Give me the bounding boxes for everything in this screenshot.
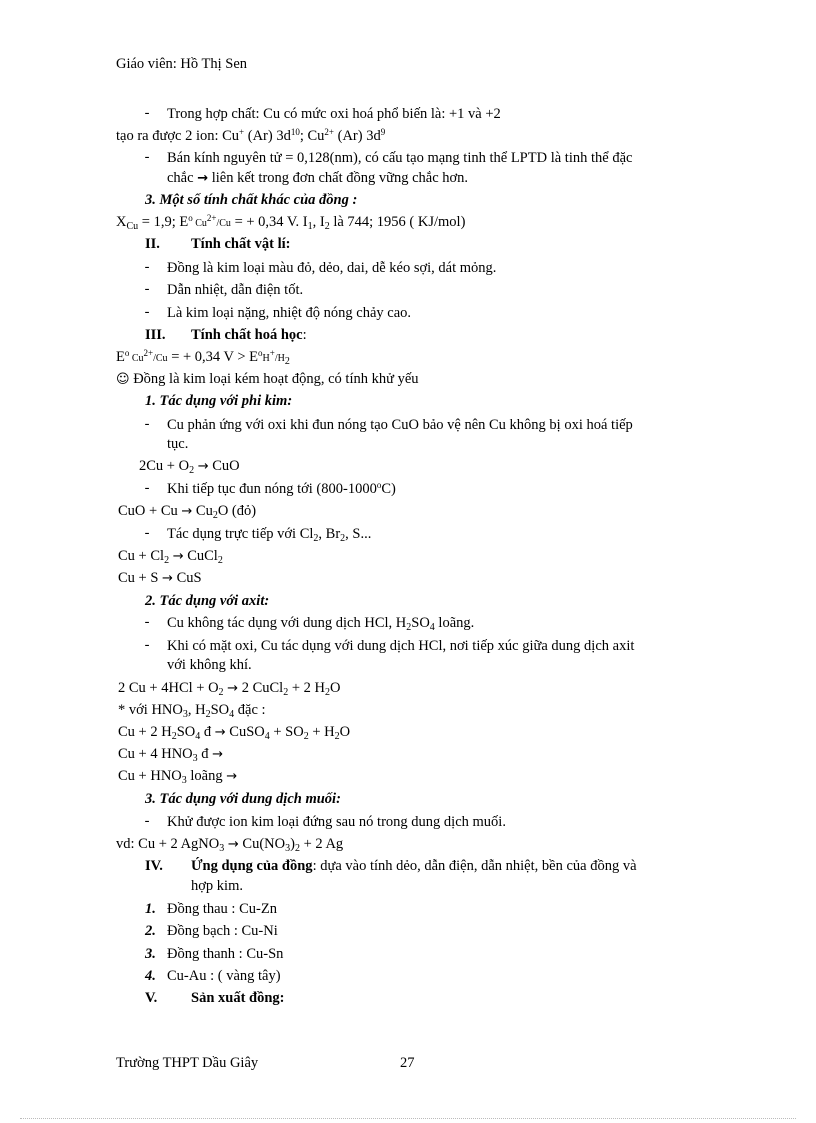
subsection-1-title: 1. Tác dụng với phi kim: [145, 393, 293, 409]
arrow-icon: → [197, 171, 209, 186]
alloy-item: Cu-Au : ( vàng tây) [167, 968, 281, 984]
arrow-icon: → [172, 549, 184, 564]
arrow-icon: → [162, 571, 173, 586]
section-v-number: V. [145, 990, 158, 1006]
equation-cu-s: Cu + S → CuS [118, 570, 202, 586]
physical-prop-3: Là kim loại nặng, nhiệt độ nóng chảy cao. [167, 305, 412, 321]
arrow-icon: → [227, 837, 239, 852]
page-divider [20, 1118, 796, 1119]
bullet-dash: - [144, 637, 150, 653]
equation-cu-cl2: $Cu + Cl_2$ → CuCl$_2$ [118, 548, 223, 566]
arrow-icon: → [212, 747, 224, 762]
equation-cu-hno3-dilute: $Cu + HNO_3$ loãng → [118, 768, 238, 786]
equation-cu-o2: $2Cu + O_2$ → CuO [139, 458, 240, 476]
bullet-dash: - [144, 105, 150, 121]
oxygen-reaction-text: Cu phản ứng với oxi khi đun nóng tạo CuO bảo vệ nên Cu không bị oxi hoá tiếp [167, 417, 633, 433]
arrow-icon: → [226, 769, 238, 784]
alloy-number: 4. [145, 968, 156, 984]
section-v-title: Sản xuất đồng: [191, 990, 285, 1006]
alloy-number: 1. [145, 901, 156, 917]
equation-cu-h2so4: Cu + 2 $H_2SO_4$ đ → CuSO$_4$ + $SO_2 + H_2O$ [118, 724, 351, 742]
acid-text-2: Khi có mặt oxi, Cu tác dụng với dung dịch HCl, nơi tiếp xúc giữa dung dịch axit [167, 638, 635, 654]
radius-line: Bán kính nguyên tử = 0,128(nm), có cấu tạo mạng tinh thể LPTD là tinh thể đặc [167, 150, 633, 166]
subsection-2-title: 2. Tác dụng với axit: [145, 593, 270, 609]
bullet-dash: - [144, 813, 150, 829]
subsection-3-title: 3. Tác dụng với dung dịch muối: [145, 791, 341, 807]
section-iv-number: IV. [145, 858, 163, 874]
bullet-dash: - [144, 614, 150, 630]
oxidizing-acids-note: * với $HNO_3$, $H_2SO_4$ đặc : [118, 702, 266, 720]
oxygen-reaction-text-cont: tục. [167, 436, 189, 452]
alloy-item: Đồng thau : Cu-Zn [167, 901, 277, 917]
bullet-dash: - [144, 259, 150, 275]
bullet-dash: - [144, 281, 150, 297]
physical-prop-1: Đồng là kim loại màu đỏ, dẻo, dai, dễ kéo sợi, dát mỏng. [167, 260, 497, 276]
physical-prop-2: Dẫn nhiệt, dẫn điện tốt. [167, 282, 304, 298]
section-iv-cont: hợp kim. [191, 878, 243, 894]
footer-page-number: 27 [400, 1055, 415, 1071]
arrow-icon: → [214, 725, 226, 740]
bullet-dash: - [144, 149, 150, 165]
footer-school: Trường THPT Dầu Giây [116, 1055, 259, 1071]
oxidation-states-line: Trong hợp chất: Cu có mức oxi hoá phổ biến là: +1 và +2 [167, 106, 501, 122]
section-iii-title: Tính chất hoá học: [191, 327, 307, 343]
bullet-dash: - [144, 304, 150, 320]
salt-text: Khử được ion kim loại đứng sau nó trong dung dịch muối. [167, 814, 506, 830]
electronegativity-line: $X_{Cu} = 1,9$; $E^o$ $Cu^{2+}/Cu$ = + 0,34 V. $I_1$, $I_2$ là 744; 1956 ( KJ/mol) [116, 213, 466, 232]
reactivity-note: ☺ Đồng là kim loại kém hoạt động, có tính khử yếu [116, 371, 419, 387]
equation-cu-hno3-conc: Cu + 4 $HNO_3$ đ → [118, 746, 224, 764]
alloy-number: 2. [145, 923, 156, 939]
arrow-icon: → [181, 504, 193, 519]
bullet-dash: - [144, 480, 150, 496]
ion-config-line: tạo ra được 2 ion: Cu+ (Ar) $3d^{10}$; $Cu^{2+}$ (Ar) $3d^9$ [116, 127, 386, 144]
alloy-number: 3. [145, 946, 156, 962]
page-header: Giáo viên: Hồ Thị Sen [116, 56, 248, 72]
equation-cu-agno3: vd: Cu + 2 AgNO$_3$ → $Cu(NO_3)_2 + 2$ Ag [116, 836, 344, 854]
equation-cuo-cu: CuO + $Cu \to Cu_2O$ (đỏ) [118, 503, 257, 521]
equation-cu-hcl: 2 $Cu + 4HCl + O_2 \to 2$ CuCl$_2$ + 2 $H_2O$ [118, 680, 341, 698]
alloy-item: Đồng bạch : Cu-Ni [167, 923, 278, 939]
standard-potential-line: $E^o$ $Cu^{2+}/Cu$ = + 0,34 $V > E^oH^+/H_2$ [116, 348, 290, 367]
bullet-dash: - [144, 416, 150, 432]
heating-text: Khi tiếp tục đun nóng tới (800-1000$^o$C) [167, 480, 396, 497]
acid-text-1: Cu không tác dụng với dung dịch HCl, $H_2SO_4$ loãng. [167, 615, 475, 633]
arrow-icon: → [197, 459, 209, 474]
radius-line-cont: chắc → liên kết trong đơn chất đồng vững chắc hơn. [167, 170, 469, 186]
arrow-icon: → [227, 681, 239, 696]
section-iii-number: III. [145, 327, 166, 343]
acid-text-2-cont: với không khí. [167, 657, 252, 673]
bullet-dash: - [144, 525, 150, 541]
halogen-text: Tác dụng trực tiếp với $Cl_2$, $Br_2$, S... [167, 526, 372, 544]
smiley-icon: ☺ [116, 372, 130, 387]
section-3-title: 3. Một số tính chất khác của đồng : [145, 192, 358, 208]
section-ii-title: Tính chất vật lí: [191, 236, 291, 252]
alloy-item: Đồng thanh : Cu-Sn [167, 946, 284, 962]
section-iv-title: Ứng dụng của đồng: dựa vào tính dẻo, dẫn điện, dẫn nhiệt, bền của đồng và [191, 858, 637, 874]
section-ii-number: II. [145, 236, 160, 252]
